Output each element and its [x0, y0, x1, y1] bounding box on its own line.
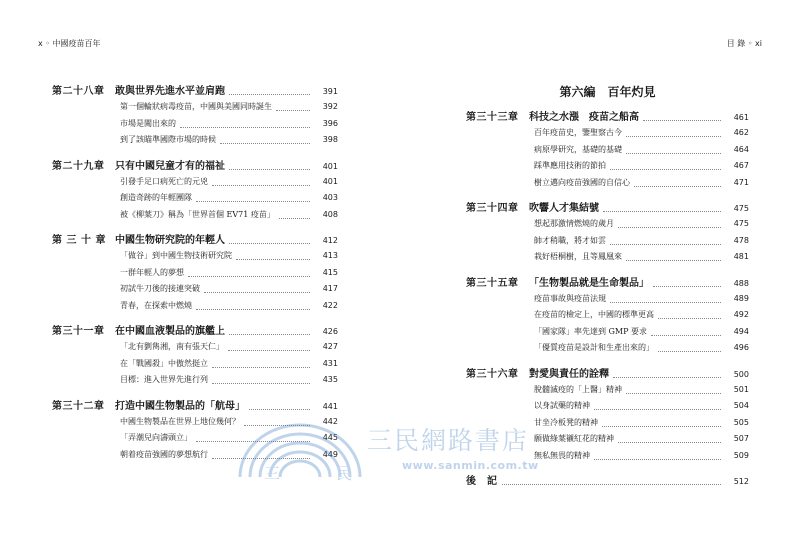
chapter-title: 只有中國兒童才有的福祉 [115, 160, 225, 172]
section-title: 中國生物製品在世界上地位幾何？ [120, 416, 240, 426]
dot-leader [618, 431, 721, 443]
section-page-number: 471 [733, 177, 749, 187]
section-title: 「優質疫苗是設計和生產出來的」 [534, 343, 654, 352]
chapter-page-number: 461 [733, 113, 749, 122]
section-page-number: 509 [733, 450, 749, 460]
chapter-heading-row [52, 84, 338, 99]
section-page-number: 431 [322, 358, 338, 368]
section-page-number: 415 [322, 267, 338, 277]
chapter-number: 第 三 十 章 [52, 235, 106, 246]
section-row [466, 340, 749, 357]
toc-chapter [466, 201, 749, 266]
section-title: 帥才稍職，將才如雲 [534, 235, 606, 245]
section-row [466, 216, 749, 233]
chapter-heading-row [52, 233, 338, 248]
section-row [52, 372, 338, 389]
watermark-char-2: 民 [336, 464, 353, 483]
section-page-number: 494 [733, 326, 749, 336]
part-title: 第六編 百年灼見 [559, 85, 656, 99]
dot-leader [610, 233, 721, 245]
dot-leader [626, 142, 721, 154]
section-row [52, 116, 338, 133]
dot-leader [212, 356, 310, 368]
section-page-number: 475 [733, 219, 749, 228]
section-row [466, 233, 749, 250]
dot-leader [603, 201, 721, 212]
section-title: 在疫苗的檢定上，中國的標準更高 [534, 310, 654, 319]
chapter-title: 在中國血液製品的旗艦上 [115, 326, 225, 337]
section-row [52, 132, 338, 149]
section-title: 朝着疫苗強國的夢想航行 [120, 449, 208, 459]
chapter-number: 第三十一章 [52, 326, 105, 337]
toc-chapter [52, 84, 338, 149]
section-title: 疫苗事故與疫苗法規 [534, 293, 606, 303]
section-page-number: 442 [322, 416, 338, 426]
section-page-number: 481 [733, 252, 749, 261]
section-row [466, 307, 749, 324]
toc-chapter [52, 324, 338, 389]
dot-leader [212, 174, 310, 186]
section-row [52, 281, 338, 298]
chapter-number: 第三十四章 [466, 203, 519, 214]
section-page-number: 507 [733, 434, 749, 443]
chapter-heading-row [52, 159, 338, 174]
chapter-number: 第二十九章 [52, 160, 105, 172]
section-title: 想起那激情燃燒的歲月 [534, 219, 614, 228]
section-title: 脫髓滅疫的「上醫」精神 [534, 384, 622, 394]
section-page-number: 422 [322, 300, 338, 310]
running-header-right: 目 錄 ◦ xi [726, 39, 762, 48]
section-page-number: 396 [322, 118, 338, 128]
toc-chapter [52, 159, 338, 224]
section-title: 「做谷」到中國生物技術研究院 [120, 251, 232, 260]
section-title: 到了該瞄準國際市場的時候 [120, 135, 216, 144]
section-page-number: 398 [322, 135, 338, 144]
chapter-title: 中國生物研究院的年輕人 [115, 235, 225, 246]
chapter-title: 敢與世界先進水平並肩跑 [115, 86, 225, 97]
section-row [466, 158, 749, 175]
chapter-page-number: 412 [322, 236, 338, 245]
chapter-page-number: 401 [322, 161, 338, 171]
section-row [466, 142, 749, 159]
section-page-number: 392 [322, 102, 338, 111]
chapter-heading-row [466, 201, 749, 216]
dot-leader [188, 265, 310, 277]
dot-leader [658, 340, 721, 352]
section-row [52, 298, 338, 315]
dot-leader [634, 175, 721, 187]
chapter-number: 後 記 [466, 476, 498, 487]
section-page-number: 403 [322, 193, 338, 202]
section-page-number: 496 [733, 343, 749, 352]
section-row [466, 398, 749, 415]
dot-leader [658, 307, 721, 319]
section-title: 百年疫苗史，鑒聖察古今 [534, 128, 622, 137]
section-row [466, 249, 749, 266]
watermark-store-name: 三民網路書店 [367, 426, 530, 455]
chapter-page-number: 500 [733, 369, 749, 379]
section-title: 初試牛刀後的接連突破 [120, 284, 200, 293]
section-row [466, 125, 749, 142]
chapter-page-number: 441 [322, 401, 338, 411]
dot-leader [204, 281, 310, 293]
chapter-number: 第三十二章 [52, 400, 105, 412]
dot-leader [236, 248, 310, 260]
section-row [466, 291, 749, 308]
dot-leader [626, 382, 721, 394]
section-row [466, 324, 749, 341]
section-page-number: 427 [322, 342, 338, 351]
section-page-number: 505 [733, 417, 749, 427]
watermark-url: www.sanmin.com.tw [402, 459, 539, 472]
dot-leader [276, 99, 310, 111]
section-title: 病原學研究，基礎的基礎 [534, 144, 622, 154]
section-title: 一群年輕人的夢想 [120, 267, 184, 277]
section-page-number: 417 [322, 284, 338, 293]
section-row [52, 190, 338, 207]
chapter-page-number: 512 [733, 477, 749, 486]
watermark-char-1: 三 [264, 464, 281, 483]
section-row [52, 99, 338, 116]
section-page-number: 478 [733, 235, 749, 245]
section-title: 踩準應用技術的節拍 [534, 161, 606, 170]
dot-leader [196, 190, 310, 202]
section-title: 「北有劉雋湘，南有張天仁」 [120, 342, 224, 351]
dot-leader [626, 249, 721, 261]
chapter-page-number: 488 [733, 278, 749, 288]
section-title: 創造奇跡的年輕團隊 [120, 193, 192, 202]
dot-leader [229, 84, 310, 95]
dot-leader [618, 216, 721, 228]
section-row [52, 207, 338, 224]
dot-leader [626, 125, 721, 137]
section-page-number: 413 [322, 251, 338, 260]
chapter-title: 對愛與責任的詮釋 [529, 368, 609, 380]
section-title: 市場是闖出來的 [120, 118, 176, 128]
dot-leader [279, 207, 310, 219]
section-title: 「國家隊」率先達到 GMP 要求 [534, 326, 648, 336]
chapter-title: 打造中國生物製品的「航母」 [115, 400, 245, 412]
section-title: 無私無畏的精神 [534, 450, 590, 460]
toc-chapter [52, 233, 338, 314]
dot-leader [249, 399, 310, 410]
toc-chapter [466, 110, 749, 191]
dot-leader [602, 415, 721, 427]
chapter-heading-row [52, 399, 338, 414]
chapter-number: 第三十六章 [466, 368, 519, 380]
section-title: 栽好梧桐樹，且等鳳凰來 [534, 252, 622, 261]
section-title: 以身試藥的精神 [534, 401, 590, 410]
chapter-heading-row [466, 367, 749, 382]
section-page-number: 408 [322, 209, 338, 219]
section-title: 引發手足口病死亡的元兇 [120, 176, 208, 186]
toc-chapter [466, 276, 749, 357]
section-title: 願做綠葉襯紅花的精神 [534, 434, 614, 443]
chapter-heading-row [466, 110, 749, 125]
section-row [52, 356, 338, 373]
dot-leader [610, 291, 721, 303]
section-row [52, 174, 338, 191]
section-page-number: 492 [733, 310, 749, 319]
chapter-title: 「生物製品就是生命製品」 [529, 277, 649, 289]
section-title: 被《柳葉刀》稱為「世界首個 EV71 疫苗」 [120, 209, 275, 219]
section-title: 甘坐冷板凳的精神 [534, 417, 598, 427]
chapter-heading-row [466, 276, 749, 291]
section-page-number: 501 [733, 384, 749, 394]
chapter-number: 第三十五章 [466, 277, 519, 289]
dot-leader [212, 372, 310, 384]
section-title: 目標：進入世界先進行列 [120, 375, 208, 384]
section-title: 在「戰國殺」中傲然挺立 [120, 358, 208, 368]
chapter-title: 吹響人才集結號 [529, 203, 599, 214]
section-page-number: 464 [733, 144, 749, 154]
chapter-page-number: 391 [322, 87, 338, 96]
dot-leader [180, 116, 310, 128]
section-row [52, 265, 338, 282]
section-page-number: 401 [322, 176, 338, 186]
section-row [466, 175, 749, 192]
section-page-number: 467 [733, 161, 749, 170]
dot-leader [594, 448, 721, 460]
dot-leader [229, 233, 310, 244]
chapter-page-number: 475 [733, 204, 749, 213]
section-page-number: 504 [733, 401, 749, 410]
dot-leader [229, 159, 310, 170]
section-title: 樹立邁向疫苗強國的自信心 [534, 177, 630, 187]
dot-leader [228, 339, 310, 351]
chapter-number: 第三十三章 [466, 112, 519, 123]
chapter-number: 第二十八章 [52, 86, 105, 97]
section-title: 第一個輪狀病毒疫苗，中國與美國同時誕生 [120, 102, 272, 111]
dot-leader [613, 367, 721, 378]
section-row [466, 382, 749, 399]
dot-leader [229, 324, 310, 335]
chapter-page-number: 426 [322, 327, 338, 336]
section-page-number: 435 [322, 375, 338, 384]
section-page-number: 462 [733, 128, 749, 137]
running-header-left: x ◦ 中國疫苗百年 [38, 39, 101, 48]
dot-leader [643, 110, 721, 121]
section-row [52, 339, 338, 356]
dot-leader [196, 298, 310, 310]
section-page-number: 445 [322, 433, 338, 442]
publisher-watermark [232, 415, 612, 501]
dot-leader [594, 398, 721, 410]
section-title: 「弄潮兒向濤頭立」 [120, 433, 192, 442]
section-title: 青春，在探索中燃燒 [120, 300, 192, 310]
dot-leader [610, 158, 721, 170]
chapter-title: 科技之水漲 疫苗之船高 [529, 112, 639, 123]
dot-leader [220, 132, 310, 144]
section-page-number: 449 [322, 449, 338, 459]
dot-leader [653, 276, 721, 287]
section-page-number: 489 [733, 293, 749, 303]
section-row [52, 248, 338, 265]
dot-leader [651, 324, 721, 336]
chapter-heading-row [52, 324, 338, 339]
